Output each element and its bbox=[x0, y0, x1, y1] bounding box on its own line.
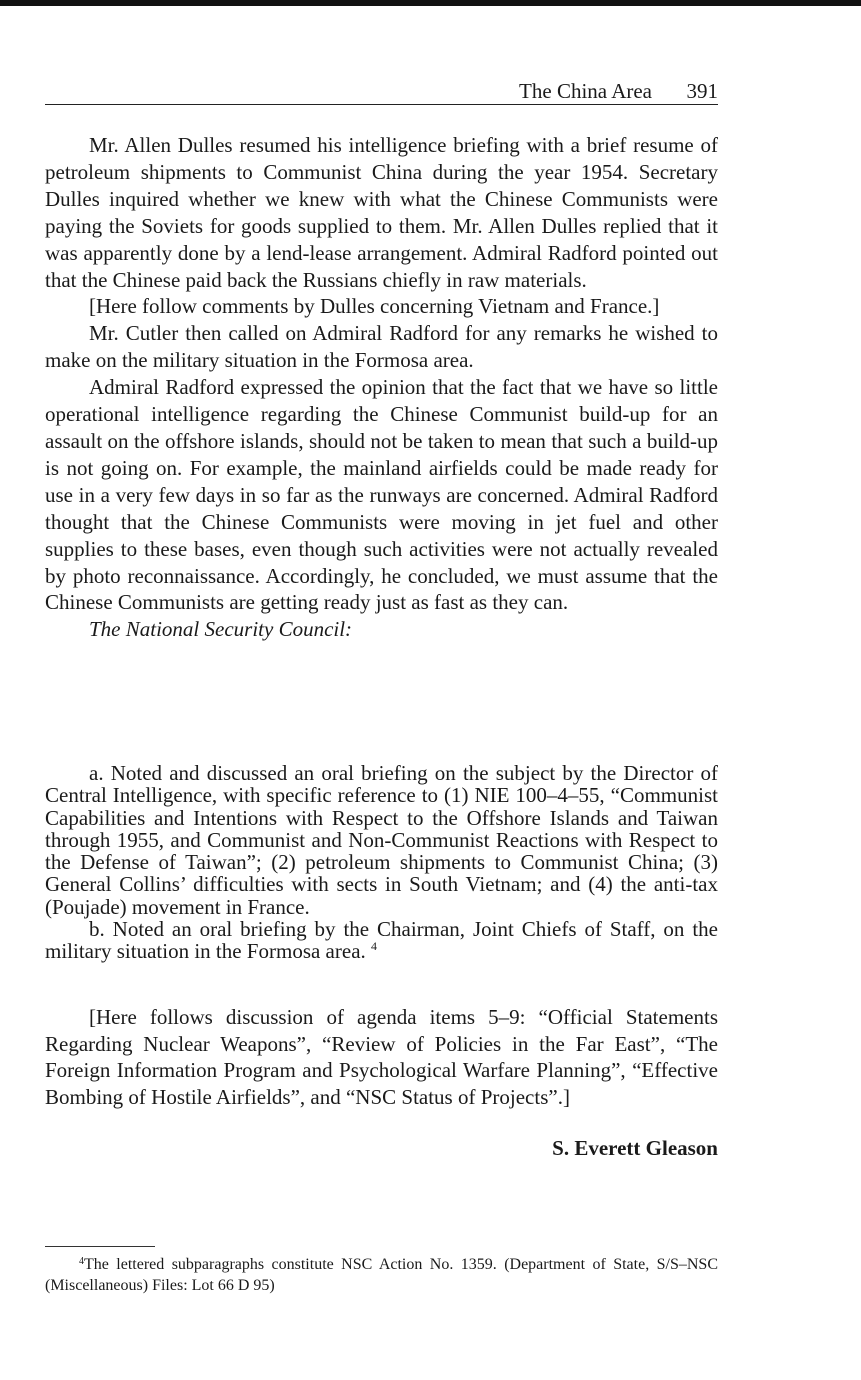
paragraph-vietnam-note: [Here follow comments by Dulles concerning Vietnam and France.] bbox=[89, 294, 660, 319]
footnote bbox=[45, 1254, 718, 1296]
council-actions bbox=[45, 762, 718, 963]
closing-section bbox=[45, 1004, 718, 1111]
main-text bbox=[45, 132, 718, 643]
footnote-text: The lettered subparagraphs constitute NSC Action No. 1359. (Department of State, S/S–NSC (Miscellaneous) Files: Lot 66 D 95) bbox=[45, 1256, 718, 1294]
footnote-reference[interactable]: 4 bbox=[371, 939, 378, 954]
footnote-marker: 4 bbox=[79, 1256, 84, 1267]
signature: S. Everett Gleason bbox=[552, 1136, 718, 1160]
paragraph-petroleum-briefing: Mr. Allen Dulles resumed his intelligence briefing with a brief resume of petroleum shipments to Communist China during the year 1954. Secretary Dulles inquired whether we knew with what the Chinese Communists were paying the Soviets for goods supplied to them. Mr. Allen Dulles replied that it was apparently done by a lend-lease arrangement. Admiral Radford pointed out that the Chinese paid back the Russians chiefly in raw materials. bbox=[45, 133, 718, 292]
paragraph-radford-opinion: Admiral Radford expressed the opinion that the fact that we have so little operational intelligence regarding the Chinese Communist build-up for an assault on the offshore islands, should not be taken to mean that such a build-up is not going on. For example, the mainland airfields could be made ready for use in a very few days in so far as the runways are concerned. Admiral Radford thought that the Chinese Communists were moving in jet fuel and other supplies to these bases, even though such activities were not actually revealed by photo reconnaissance. Accordingly, he concluded, we must assume that the Chinese Communists are getting ready just as fast as they can. bbox=[45, 375, 718, 615]
page-top-edge bbox=[0, 0, 861, 6]
running-header bbox=[45, 78, 718, 105]
paragraph-agenda-items: [Here follows discussion of agenda items 5–9: “Official Statements Regarding Nuclear Weapons”, “Review of Policies in the Far East”, “The Foreign Information Program and Psychological Warfare Planning”, “Effective Bombing of Hostile Airfields”, and “NSC Status of Projects”.] bbox=[45, 1005, 718, 1110]
action-b-text: b. Noted an oral briefing by the Chairman, Joint Chiefs of Staff, on the military situation in the Formosa area. bbox=[45, 917, 718, 964]
page-number: 391 bbox=[686, 79, 718, 103]
running-title: The China Area bbox=[519, 79, 652, 103]
action-b bbox=[45, 918, 718, 963]
footnote-divider bbox=[45, 1246, 155, 1247]
paragraph-cutler: Mr. Cutler then called on Admiral Radford for any remarks he wished to make on the military situation in the Formosa area. bbox=[45, 321, 718, 373]
action-a: a. Noted and discussed an oral briefing on the subject by the Director of Central Intelligence, with specific reference to (1) NIE 100–4–55, “Communist Capabilities and Intentions with Respect to the Offshore Islands and Taiwan through 1955, and Communist and Non-Communist Reactions with Respect to the Defense of Taiwan”; (2) petroleum shipments to Communist China; (3) General Collins’ difficulties with sects in South Vietnam; and (4) the anti-tax (Poujade) movement in France. bbox=[45, 761, 718, 919]
council-heading: The National Security Council: bbox=[89, 617, 353, 642]
